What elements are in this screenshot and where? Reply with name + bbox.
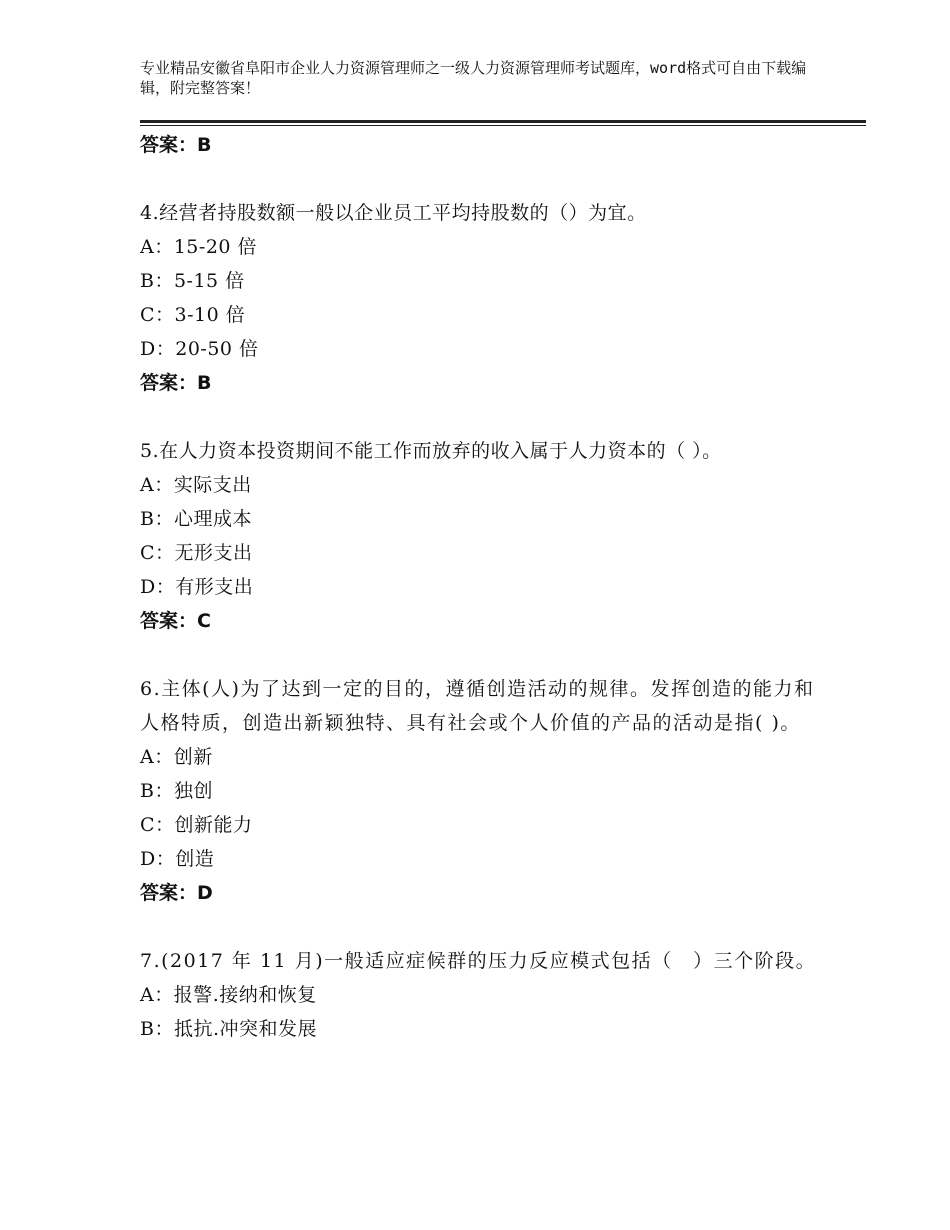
option-c: C：创新能力 <box>140 814 253 836</box>
header-divider-thick <box>140 120 866 123</box>
option-d: D：有形支出 <box>140 576 254 598</box>
option-a: A：创新 <box>140 746 213 768</box>
option-a: A：报警.接纳和恢复 <box>140 984 317 1006</box>
question-stem: 4.经营者持股数额一般以企业员工平均持股数的（）为宜。 <box>140 202 647 224</box>
spacer <box>140 400 830 434</box>
answer: 答案：B <box>140 372 212 394</box>
option-c: C：3-10 倍 <box>140 304 246 326</box>
answer-q3: 答案：B <box>140 134 212 156</box>
option-b: B：5-15 倍 <box>140 270 245 292</box>
option-b: B：抵抗.冲突和发展 <box>140 1018 318 1040</box>
option-b: B：心理成本 <box>140 508 252 530</box>
spacer <box>140 910 830 944</box>
question-stem: 5.在人力资本投资期间不能工作而放弃的收入属于人力资本的（ ）。 <box>140 440 722 462</box>
header-divider-thin <box>140 125 866 126</box>
option-d: D：创造 <box>140 848 215 870</box>
spacer <box>140 638 830 672</box>
question-4 <box>140 196 830 400</box>
answer: 答案：C <box>140 610 211 632</box>
answer: 答案：D <box>140 882 213 904</box>
option-a: A：15-20 倍 <box>140 236 258 258</box>
question-5 <box>140 434 830 638</box>
option-b: B：独创 <box>140 780 213 802</box>
question-stem: 7.(2017 年 11 月)一般适应症候群的压力反应模式包括（ ）三个阶段。 <box>140 950 817 972</box>
option-d: D：20-50 倍 <box>140 338 259 360</box>
option-a: A：实际支出 <box>140 474 252 496</box>
option-c: C：无形支出 <box>140 542 253 564</box>
question-6 <box>140 672 830 910</box>
question-7 <box>140 944 830 1046</box>
spacer <box>140 162 830 196</box>
question-stem: 6.主体(人)为了达到一定的目的，遵循创造活动的规律。发挥创造的能力和人格特质，创造出新颖独特、具有社会或个人价值的产品的活动是指( )。 <box>140 678 815 734</box>
question-list <box>140 128 830 1046</box>
page-header: 专业精品安徽省阜阳市企业人力资源管理师之一级人力资源管理师考试题库，word格式可自由下载编辑，附完整答案！ <box>140 59 807 97</box>
